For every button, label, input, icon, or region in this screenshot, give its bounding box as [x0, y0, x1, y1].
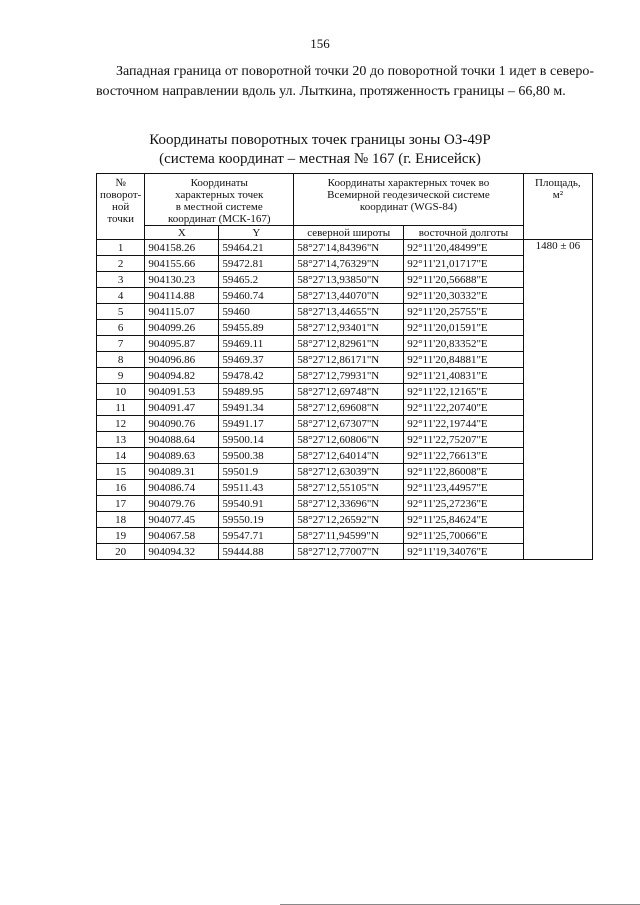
cell-point-number: 18 [97, 512, 145, 528]
cell-x: 904088.64 [145, 432, 219, 448]
table-row [97, 304, 593, 320]
cell-longitude: 92°11'20,30332"E [404, 288, 524, 304]
cell-x: 904079.76 [145, 496, 219, 512]
header-local-coordinates: Координаты характерных точек в местной системе координат (МСК-167) [145, 174, 294, 226]
table-row [97, 528, 593, 544]
cell-point-number: 7 [97, 336, 145, 352]
table-row [97, 352, 593, 368]
cell-y: 59478.42 [219, 368, 294, 384]
cell-point-number: 3 [97, 272, 145, 288]
cell-y: 59547.71 [219, 528, 294, 544]
table-row [97, 384, 593, 400]
cell-y: 59460 [219, 304, 294, 320]
cell-latitude: 58°27'12,55105"N [294, 480, 404, 496]
cell-point-number: 13 [97, 432, 145, 448]
cell-latitude: 58°27'12,82961"N [294, 336, 404, 352]
cell-x: 904155.66 [145, 256, 219, 272]
cell-latitude: 58°27'12,86171"N [294, 352, 404, 368]
cell-y: 59491.34 [219, 400, 294, 416]
cell-y: 59460.74 [219, 288, 294, 304]
cell-x: 904096.86 [145, 352, 219, 368]
header-longitude: восточной долготы [404, 226, 524, 240]
cell-latitude: 58°27'12,64014"N [294, 448, 404, 464]
cell-y: 59469.11 [219, 336, 294, 352]
table-row [97, 512, 593, 528]
table-row [97, 448, 593, 464]
cell-point-number: 15 [97, 464, 145, 480]
cell-longitude: 92°11'22,20740"E [404, 400, 524, 416]
table-row [97, 496, 593, 512]
cell-y: 59472.81 [219, 256, 294, 272]
table-row [97, 288, 593, 304]
cell-longitude: 92°11'23,44957"E [404, 480, 524, 496]
cell-point-number: 1 [97, 240, 145, 256]
cell-y: 59500.14 [219, 432, 294, 448]
table-row [97, 336, 593, 352]
cell-point-number: 11 [97, 400, 145, 416]
cell-x: 904115.07 [145, 304, 219, 320]
header-y: Y [219, 226, 294, 240]
cell-longitude: 92°11'21,01717"E [404, 256, 524, 272]
cell-latitude: 58°27'11,94599"N [294, 528, 404, 544]
table-title [0, 131, 640, 169]
header-x: X [145, 226, 219, 240]
cell-point-number: 9 [97, 368, 145, 384]
cell-x: 904090.76 [145, 416, 219, 432]
cell-point-number: 16 [97, 480, 145, 496]
cell-x: 904158.26 [145, 240, 219, 256]
table-title-line-2: (система координат – местная № 167 (г. Енисейск) [159, 151, 481, 167]
cell-x: 904086.74 [145, 480, 219, 496]
table-row [97, 544, 593, 560]
cell-point-number: 2 [97, 256, 145, 272]
cell-longitude: 92°11'20,01591"E [404, 320, 524, 336]
cell-latitude: 58°27'12,77007"N [294, 544, 404, 560]
header-area: Площадь, м² [523, 174, 592, 240]
table-row [97, 272, 593, 288]
cell-point-number: 17 [97, 496, 145, 512]
cell-longitude: 92°11'19,34076"E [404, 544, 524, 560]
cell-y: 59444.88 [219, 544, 294, 560]
cell-latitude: 58°27'14,76329"N [294, 256, 404, 272]
cell-latitude: 58°27'12,93401"N [294, 320, 404, 336]
table-row [97, 368, 593, 384]
cell-point-number: 20 [97, 544, 145, 560]
table-row [97, 256, 593, 272]
header-point-number: № поворот- ной точки [97, 174, 145, 240]
cell-latitude: 58°27'12,33696"N [294, 496, 404, 512]
cell-x: 904099.26 [145, 320, 219, 336]
cell-longitude: 92°11'22,12165"E [404, 384, 524, 400]
cell-y: 59540.91 [219, 496, 294, 512]
cell-longitude: 92°11'22,19744"E [404, 416, 524, 432]
header-latitude: северной широты [294, 226, 404, 240]
cell-longitude: 92°11'25,84624"E [404, 512, 524, 528]
cell-y: 59465.2 [219, 272, 294, 288]
cell-latitude: 58°27'12,26592"N [294, 512, 404, 528]
cell-longitude: 92°11'20,84881"E [404, 352, 524, 368]
cell-y: 59489.95 [219, 384, 294, 400]
cell-x: 904067.58 [145, 528, 219, 544]
cell-point-number: 5 [97, 304, 145, 320]
cell-point-number: 6 [97, 320, 145, 336]
cell-longitude: 92°11'20,83352"E [404, 336, 524, 352]
cell-y: 59464.21 [219, 240, 294, 256]
cell-point-number: 19 [97, 528, 145, 544]
cell-point-number: 8 [97, 352, 145, 368]
cell-longitude: 92°11'20,56688"E [404, 272, 524, 288]
cell-x: 904095.87 [145, 336, 219, 352]
cell-y: 59469.37 [219, 352, 294, 368]
cell-x: 904089.31 [145, 464, 219, 480]
table-row [97, 240, 593, 256]
cell-latitude: 58°27'12,69748"N [294, 384, 404, 400]
header-wgs-coordinates: Координаты характерных точек во Всемирной геодезической системе координат (WGS-84) [294, 174, 524, 226]
coordinates-table [96, 173, 593, 560]
cell-longitude: 92°11'25,70066"E [404, 528, 524, 544]
table-row [97, 320, 593, 336]
cell-latitude: 58°27'12,69608"N [294, 400, 404, 416]
cell-x: 904114.88 [145, 288, 219, 304]
cell-latitude: 58°27'12,67307"N [294, 416, 404, 432]
cell-latitude: 58°27'13,44070"N [294, 288, 404, 304]
cell-y: 59491.17 [219, 416, 294, 432]
cell-longitude: 92°11'22,76613"E [404, 448, 524, 464]
cell-latitude: 58°27'14,84396"N [294, 240, 404, 256]
table-title-line-1: Координаты поворотных точек границы зоны ОЗ-49Р [149, 132, 491, 148]
cell-latitude: 58°27'12,60806"N [294, 432, 404, 448]
table-row [97, 416, 593, 432]
cell-x: 904077.45 [145, 512, 219, 528]
cell-longitude: 92°11'22,75207"E [404, 432, 524, 448]
cell-latitude: 58°27'13,93850"N [294, 272, 404, 288]
cell-latitude: 58°27'13,44655"N [294, 304, 404, 320]
cell-y: 59511.43 [219, 480, 294, 496]
cell-area: 1480 ± 06 [523, 240, 592, 560]
cell-y: 59501.9 [219, 464, 294, 480]
cell-point-number: 12 [97, 416, 145, 432]
cell-x: 904094.32 [145, 544, 219, 560]
cell-x: 904094.82 [145, 368, 219, 384]
cell-point-number: 14 [97, 448, 145, 464]
page-number: 156 [310, 36, 330, 51]
cell-longitude: 92°11'20,25755"E [404, 304, 524, 320]
cell-longitude: 92°11'22,86008"E [404, 464, 524, 480]
boundary-description: Западная граница от поворотной точки 20 до поворотной точки 1 идет в северо-восточном направлении вдоль ул. Лыткина, протяженность границы – 66,80 м. [96, 64, 594, 99]
cell-latitude: 58°27'12,63039"N [294, 464, 404, 480]
cell-x: 904091.47 [145, 400, 219, 416]
table-row [97, 480, 593, 496]
cell-y: 59500.38 [219, 448, 294, 464]
cell-latitude: 58°27'12,79931"N [294, 368, 404, 384]
cell-x: 904089.63 [145, 448, 219, 464]
cell-y: 59550.19 [219, 512, 294, 528]
cell-y: 59455.89 [219, 320, 294, 336]
cell-longitude: 92°11'25,27236"E [404, 496, 524, 512]
cell-point-number: 10 [97, 384, 145, 400]
cell-longitude: 92°11'20,48499"E [404, 240, 524, 256]
cell-x: 904091.53 [145, 384, 219, 400]
table-row [97, 464, 593, 480]
cell-x: 904130.23 [145, 272, 219, 288]
cell-longitude: 92°11'21,40831"E [404, 368, 524, 384]
table-row [97, 400, 593, 416]
table-row [97, 432, 593, 448]
cell-point-number: 4 [97, 288, 145, 304]
